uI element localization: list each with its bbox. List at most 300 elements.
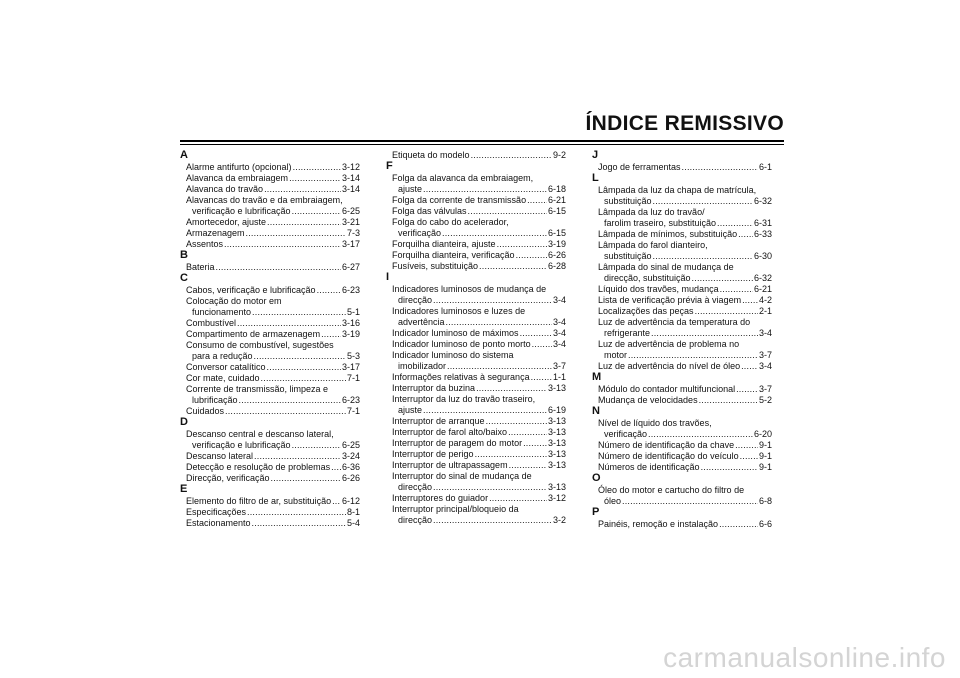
index-entry [386, 195, 566, 206]
entry-text: Interruptor da buzina [392, 383, 476, 393]
entry-text: Números de identificação [598, 462, 700, 472]
index-entry [592, 519, 772, 530]
entry-text: Líquido dos travões, mudança [598, 284, 719, 294]
entry-text: Indicadores luminosos e luzes de [392, 306, 526, 316]
index-section [386, 161, 566, 272]
entry-text: Interruptor do sinal de mudança de [392, 471, 532, 481]
index-section [180, 150, 360, 250]
page-number: 6-8 [758, 496, 772, 506]
index-entry [592, 317, 772, 339]
index-entry [180, 217, 360, 228]
page-number: 3-13 [547, 482, 566, 492]
dot-leader [239, 395, 341, 406]
dot-leader [321, 329, 341, 340]
index-section [180, 417, 360, 484]
page-number: 3-16 [341, 318, 360, 328]
dot-leader [738, 229, 753, 240]
page-number: 3-2 [552, 515, 566, 525]
dot-leader [479, 261, 547, 272]
index-entry [386, 350, 566, 372]
index-entry [592, 306, 772, 317]
page-number: 3-13 [547, 449, 566, 459]
index-entry [592, 361, 772, 372]
dot-leader [516, 250, 547, 261]
page-number: 3-19 [341, 329, 360, 339]
entry-text: Etiqueta do modelo [392, 150, 470, 160]
page-number: 3-4 [552, 317, 566, 327]
index-entry [386, 328, 566, 339]
dot-leader [653, 196, 753, 207]
section-letter: P [592, 506, 600, 518]
entry-text: Descanso central e descanso lateral, [186, 429, 334, 439]
index-entry [180, 473, 360, 484]
dot-leader [331, 462, 341, 473]
page-number: 6-28 [547, 261, 566, 271]
section-letter: O [592, 472, 601, 484]
dot-leader [423, 405, 547, 416]
page-number: 7-1 [346, 373, 360, 383]
index-entry [386, 504, 566, 526]
dot-leader [237, 318, 341, 329]
page-number: 6-1 [758, 162, 772, 172]
dot-leader [289, 173, 341, 184]
index-entry [180, 296, 360, 318]
index-entry [386, 449, 566, 460]
index-section [180, 484, 360, 529]
dot-leader [292, 206, 341, 217]
page-number: 6-20 [753, 429, 772, 439]
dot-leader [475, 449, 547, 460]
entry-text: Bateria [186, 262, 215, 272]
index-entry [592, 185, 772, 207]
dot-leader [442, 228, 547, 239]
entry-text: Número de identificação da chave [598, 440, 735, 450]
dot-leader [446, 317, 552, 328]
dot-leader [735, 440, 758, 451]
index-section [592, 173, 772, 372]
dot-leader [717, 218, 753, 229]
index-entry [386, 173, 566, 195]
dot-leader [247, 507, 346, 518]
page-number: 9-2 [552, 150, 566, 160]
entry-text: Folga da corrente de transmissão [392, 195, 527, 205]
entry-text: Luz de advertência do nível de óleo [598, 361, 741, 371]
index-entry [180, 373, 360, 384]
index-column-2 [386, 150, 566, 526]
section-letter: A [180, 149, 188, 161]
dot-leader [740, 451, 758, 462]
index-entry [386, 416, 566, 427]
index-entry [386, 306, 566, 328]
entry-text: Interruptor principal/bloqueio da [392, 504, 519, 514]
entry-text: Cuidados [186, 406, 225, 416]
dot-leader [471, 150, 552, 161]
entry-text: motor [604, 350, 628, 360]
index-section [592, 507, 772, 530]
entry-text: direcção [398, 295, 433, 305]
index-section [386, 150, 566, 161]
index-section [592, 406, 772, 473]
dot-leader [252, 518, 346, 529]
page-number: 6-12 [341, 496, 360, 506]
entry-text: verificação [398, 228, 442, 238]
page-number: 6-27 [341, 262, 360, 272]
page-number: 3-4 [758, 361, 772, 371]
title-rule-thin [180, 144, 784, 145]
entry-text: Estacionamento [186, 518, 251, 528]
page-number: 3-17 [341, 362, 360, 372]
entry-text: Elemento do filtro de ar, substituição [186, 496, 332, 506]
page-number: 6-15 [547, 206, 566, 216]
dot-leader [476, 383, 547, 394]
page-number: 6-36 [341, 462, 360, 472]
index-entry [592, 451, 772, 462]
entry-text: Alavancas do travão e da embraiagem, [186, 195, 343, 205]
entry-text: para a redução [192, 351, 253, 361]
page-number: 9-1 [758, 451, 772, 461]
page-number: 7-3 [346, 228, 360, 238]
index-entry [386, 438, 566, 449]
index-entry [180, 228, 360, 239]
index-entry [386, 471, 566, 493]
entry-text: Lâmpada da luz da chapa de matrícula, [598, 185, 757, 195]
index-entry [386, 217, 566, 239]
page-number: 6-30 [753, 251, 772, 261]
index-entry [386, 339, 566, 350]
entry-text: advertência [398, 317, 445, 327]
dot-leader [701, 462, 758, 473]
index-entry [180, 429, 360, 451]
dot-leader [468, 206, 547, 217]
index-column-1 [180, 150, 360, 529]
entry-text: Interruptor de farol alto/baixo [392, 427, 508, 437]
page-number: 3-4 [552, 328, 566, 338]
entry-text: Luz de advertência de problema no [598, 339, 740, 349]
page-number: 3-14 [341, 173, 360, 183]
entry-text: Compartimento de armazenagem [186, 329, 321, 339]
section-letter: C [180, 272, 188, 284]
entry-text: Alavanca do travão [186, 184, 264, 194]
index-entry [180, 285, 360, 296]
entry-text: farolim traseiro, substituição [604, 218, 717, 228]
index-entry [386, 427, 566, 438]
entry-text: Lâmpada de mínimos, substituição [598, 229, 738, 239]
index-entry [592, 384, 772, 395]
index-entry [592, 262, 772, 284]
entry-text: Lista de verificação prévia à viagem [598, 295, 742, 305]
dot-leader [531, 372, 552, 383]
page-number: 3-12 [341, 162, 360, 172]
entry-text: Consumo de combustível, sugestões [186, 340, 334, 350]
index-entry [592, 284, 772, 295]
index-entry [386, 239, 566, 250]
index-entry [180, 507, 360, 518]
section-letter: N [592, 405, 600, 417]
section-letter: B [180, 249, 188, 261]
section-letter: I [386, 271, 390, 283]
dot-leader [695, 306, 758, 317]
entry-text: Número de identificação do veículo [598, 451, 739, 461]
dot-leader [648, 429, 753, 440]
index-entry [180, 406, 360, 417]
page-number: 2-1 [758, 306, 772, 316]
page-number: 6-33 [753, 229, 772, 239]
title-rule-thick [180, 140, 784, 142]
entry-text: Lâmpada da luz do travão/ [598, 207, 705, 217]
page-number: 3-4 [758, 328, 772, 338]
entry-text: Amortecedor, ajuste [186, 217, 267, 227]
dot-leader [317, 285, 341, 296]
page-number: 7-1 [346, 406, 360, 416]
entry-text: Combustível [186, 318, 237, 328]
dot-leader [628, 350, 758, 361]
page-number: 6-31 [753, 218, 772, 228]
entry-text: Interruptor de paragem do motor [392, 438, 523, 448]
entry-text: Interruptor de ultrapassagem [392, 460, 508, 470]
entry-text: Alarme antifurto (opcional) [186, 162, 292, 172]
index-entry [386, 150, 566, 161]
section-letter: M [592, 371, 602, 383]
entry-text: funcionamento [192, 307, 252, 317]
page-number: 3-4 [552, 295, 566, 305]
index-entry [592, 240, 772, 262]
entry-text: Óleo do motor e cartucho do filtro de [598, 485, 745, 495]
entry-text: Painéis, remoção e instalação [598, 519, 719, 529]
entry-text: Luz de advertência da temperatura do [598, 317, 751, 327]
index-entry [180, 318, 360, 329]
index-section [592, 372, 772, 406]
dot-leader [292, 440, 341, 451]
page-number: 3-17 [341, 239, 360, 249]
dot-leader [489, 493, 547, 504]
entry-text: Interruptor da luz do travão traseiro, [392, 394, 536, 404]
index-entry [180, 329, 360, 340]
entry-text: Forquilha dianteira, verificação [392, 250, 515, 260]
entry-text: Cabos, verificação e lubrificação [186, 285, 316, 295]
entry-text: direcção, substituição [604, 273, 691, 283]
entry-text: Lâmpada do sinal de mudança de [598, 262, 734, 272]
page-number: 3-19 [547, 239, 566, 249]
dot-leader [651, 328, 758, 339]
entry-text: Interruptor de arranque [392, 416, 485, 426]
entry-text: direcção [398, 482, 433, 492]
index-entry [180, 184, 360, 195]
page-number: 6-6 [758, 519, 772, 529]
entry-text: Interruptores do guiador [392, 493, 489, 503]
index-entry [180, 451, 360, 462]
index-entry [592, 229, 772, 240]
dot-leader [447, 361, 552, 372]
entry-text: verificação e lubrificação [192, 206, 291, 216]
index-column-3 [592, 150, 772, 530]
entry-text: Indicador luminoso do sistema [392, 350, 514, 360]
page-number: 5-1 [346, 307, 360, 317]
entry-text: Descanso lateral [186, 451, 254, 461]
page-number: 6-15 [547, 228, 566, 238]
entry-text: Mudança de velocidades [598, 395, 698, 405]
entry-text: Módulo do contador multifuncional [598, 384, 736, 394]
page-number: 5-2 [758, 395, 772, 405]
page-number: 9-1 [758, 440, 772, 450]
dot-leader [719, 519, 758, 530]
dot-leader [216, 262, 341, 273]
entry-text: Indicador luminoso de máximos [392, 328, 519, 338]
page-number: 6-21 [753, 284, 772, 294]
index-section [180, 273, 360, 417]
entry-text: Colocação do motor em [186, 296, 282, 306]
page-number: 3-14 [341, 184, 360, 194]
entry-text: Especificações [186, 507, 247, 517]
page-number: 8-1 [346, 507, 360, 517]
section-letter: L [592, 172, 599, 184]
page-number: 3-7 [758, 384, 772, 394]
dot-leader [699, 395, 758, 406]
page-number: 3-13 [547, 427, 566, 437]
page-number: 3-13 [547, 416, 566, 426]
page-number: 3-4 [552, 339, 566, 349]
page-title: ÍNDICE REMISSIVO [585, 112, 784, 135]
dot-leader [254, 451, 341, 462]
dot-leader [742, 295, 758, 306]
page-number: 6-32 [753, 273, 772, 283]
index-entry [592, 207, 772, 229]
entry-text: Direcção, verificação [186, 473, 270, 483]
index-entry [180, 384, 360, 406]
page-number: 6-25 [341, 206, 360, 216]
dot-leader [267, 217, 341, 228]
section-letter: J [592, 149, 599, 161]
index-entry [386, 394, 566, 416]
index-entry [180, 496, 360, 507]
index-entry [386, 284, 566, 306]
page-number: 6-25 [341, 440, 360, 450]
entry-text: verificação e lubrificação [192, 440, 291, 450]
dot-leader [433, 515, 552, 526]
dot-leader [532, 339, 552, 350]
dot-leader [225, 406, 346, 417]
page-number: 3-13 [547, 438, 566, 448]
page-number: 9-1 [758, 462, 772, 472]
entry-text: ajuste [398, 405, 423, 415]
entry-text: óleo [604, 496, 622, 506]
entry-text: substituição [604, 251, 652, 261]
page-number: 6-23 [341, 395, 360, 405]
entry-text: imobilizador [398, 361, 447, 371]
entry-text: Informações relativas à segurança [392, 372, 530, 382]
entry-text: Folga das válvulas [392, 206, 467, 216]
dot-leader [720, 284, 753, 295]
dot-leader [433, 482, 547, 493]
entry-text: Lâmpada do farol dianteiro, [598, 240, 708, 250]
page-number: 5-4 [346, 518, 360, 528]
page-number: 3-24 [341, 451, 360, 461]
dot-leader [622, 496, 758, 507]
entry-text: Detecção e resolução de problemas [186, 462, 331, 472]
index-entry [180, 518, 360, 529]
page-number: 6-18 [547, 184, 566, 194]
page-number: 3-7 [758, 350, 772, 360]
index-entry [386, 206, 566, 217]
page-number: 4-2 [758, 295, 772, 305]
dot-leader [267, 362, 341, 373]
entry-text: Nível de líquido dos travões, [598, 418, 712, 428]
dot-leader [682, 162, 758, 173]
dot-leader [653, 251, 753, 262]
entry-text: refrigerante [604, 328, 651, 338]
index-entry [592, 418, 772, 440]
entry-text: direcção [398, 515, 433, 525]
page-number: 1-1 [552, 372, 566, 382]
index-entry [592, 440, 772, 451]
entry-text: ajuste [398, 184, 423, 194]
index-entry [592, 485, 772, 507]
entry-text: Jogo de ferramentas [598, 162, 681, 172]
dot-leader [527, 195, 547, 206]
entry-text: Indicadores luminosos de mudança de [392, 284, 547, 294]
section-letter: E [180, 483, 188, 495]
section-letter: D [180, 416, 188, 428]
index-entry [592, 162, 772, 173]
index-entry [180, 162, 360, 173]
page-number: 6-26 [341, 473, 360, 483]
index-entry [386, 460, 566, 471]
page-number: 3-21 [341, 217, 360, 227]
entry-text: Forquilha dianteira, ajuste [392, 239, 496, 249]
index-entry [592, 395, 772, 406]
entry-text: Corrente de transmissão, limpeza e [186, 384, 329, 394]
entry-text: Fusíveis, substituição [392, 261, 479, 271]
dot-leader [736, 384, 758, 395]
entry-text: lubrificação [192, 395, 238, 405]
index-entry [180, 262, 360, 273]
entry-text: verificação [604, 429, 648, 439]
entry-text: Armazenagem [186, 228, 245, 238]
index-section [180, 250, 360, 273]
index-entry [180, 362, 360, 373]
index-entry [386, 372, 566, 383]
dot-leader [741, 361, 758, 372]
dot-leader [252, 307, 346, 318]
index-section [592, 150, 772, 173]
index-section [386, 272, 566, 526]
dot-leader [271, 473, 341, 484]
index-section [592, 473, 772, 507]
page-number: 6-21 [547, 195, 566, 205]
index-entry [386, 383, 566, 394]
page-number: 3-7 [552, 361, 566, 371]
dot-leader [224, 239, 341, 250]
watermark: carmanualsonline.info [663, 642, 946, 673]
index-entry [180, 239, 360, 250]
dot-leader [520, 328, 552, 339]
entry-text: Interruptor de perigo [392, 449, 474, 459]
entry-text: Cor mate, cuidado [186, 373, 260, 383]
entry-text: Folga da alavanca da embraiagem, [392, 173, 534, 183]
page-number: 6-26 [547, 250, 566, 260]
index-entry [180, 340, 360, 362]
dot-leader [423, 184, 547, 195]
entry-text: Folga do cabo do acelerador, [392, 217, 509, 227]
dot-leader [523, 438, 547, 449]
entry-text: Localizações das peças [598, 306, 694, 316]
dot-leader [246, 228, 346, 239]
page-number: 3-12 [547, 493, 566, 503]
page-number: 6-19 [547, 405, 566, 415]
page-number: 6-23 [341, 285, 360, 295]
index-entry [592, 462, 772, 473]
index-entry [180, 195, 360, 217]
dot-leader [264, 184, 341, 195]
